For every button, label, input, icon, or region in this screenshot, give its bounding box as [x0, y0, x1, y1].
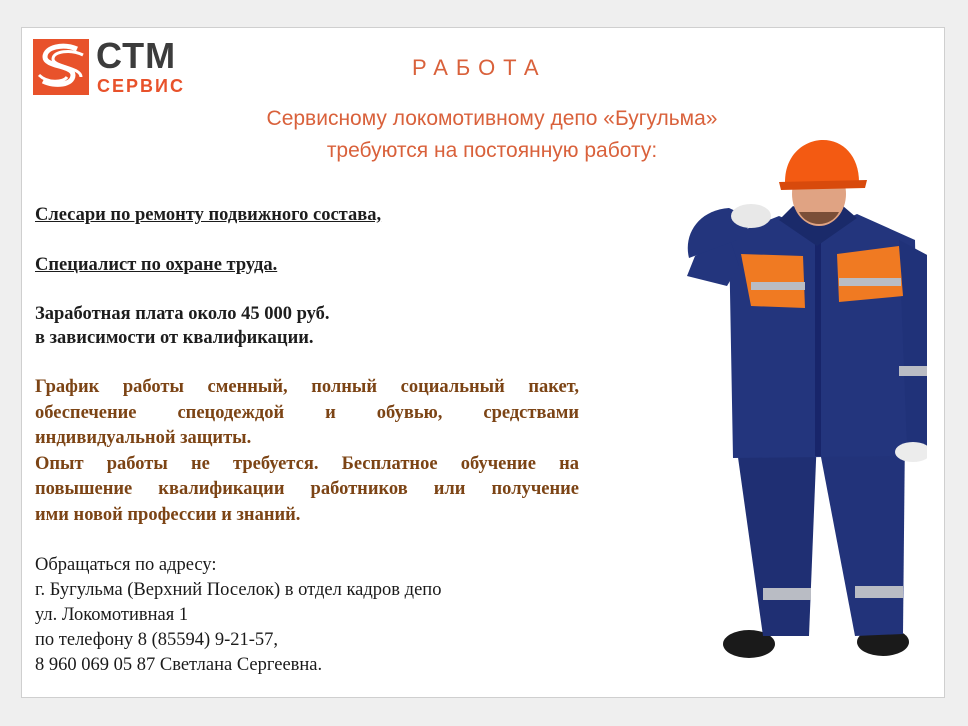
contact-info [35, 553, 441, 678]
salary-line-1: Заработная плата около 45 000 руб. [35, 304, 330, 324]
subtitle-line-2: требуются на постоянную работу: [326, 139, 658, 162]
poster-title: РАБОТА [412, 55, 547, 80]
contact-line: г. Бугульма (Верхний Поселок) в отдел кадров депо [35, 580, 442, 600]
contact-line: 8 960 069 05 87 Светлана Сергеевна. [35, 655, 323, 675]
company-logo [33, 35, 203, 97]
worker-in-uniform-image [667, 136, 927, 671]
contact-line: ул. Локомотивная 1 [35, 605, 189, 625]
contact-line: Обращаться по адресу: [35, 555, 217, 575]
vacancy-fitters: Слесари по ремонту подвижного состава, [35, 205, 382, 225]
work-conditions [35, 375, 579, 528]
conditions-line: Опыт работы не требуется. Бесплатное обучение на [35, 453, 579, 474]
conditions-line: ими новой профессии и знаний. [35, 504, 301, 525]
subtitle-line-1: Сервисному локомотивному депо «Бугульма» [266, 107, 718, 130]
vacancy-safety-specialist: Специалист по охране труда. [35, 255, 278, 275]
conditions-line: График работы сменный, полный социальный пакет, [35, 377, 579, 397]
contact-line: по телефону 8 (85594) 9-21-57, [35, 630, 279, 650]
stm-logo-icon [33, 39, 89, 95]
conditions-line: индивидуальной защиты. [35, 428, 252, 448]
logo-wordmark: СТМ [96, 35, 177, 76]
conditions-line: повышение квалификации работников или получение [35, 479, 579, 499]
logo-subtitle: СЕРВИС [97, 76, 185, 96]
conditions-line: обеспечение спецодеждой и обувью, средствами [35, 402, 579, 423]
salary-line-2: в зависимости от квалификации. [35, 328, 314, 348]
job-poster [21, 27, 945, 698]
